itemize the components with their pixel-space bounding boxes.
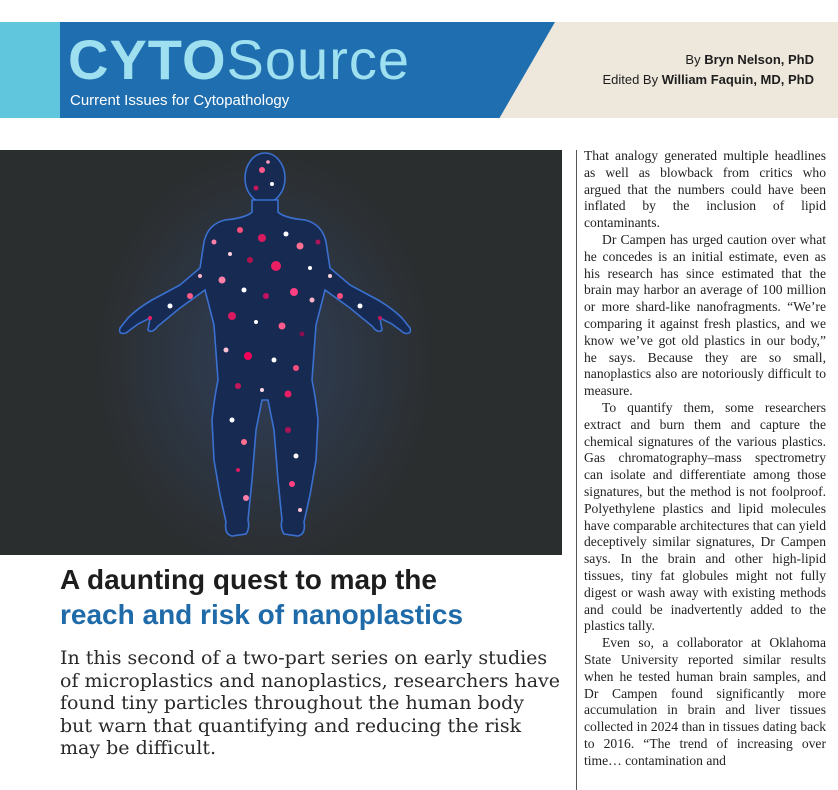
author-name: Bryn Nelson, PhD bbox=[704, 52, 814, 67]
column-paragraph-3: To quantify them, some researchers extract and burn them and capture the chemical signatures of the various plastics. Gas chromatography–mass spectrometry can isolate and differentiate among those signatures, but the method is not foolproof. Polyethylene plastics and lipid molecules have comparable architectures that can yield deceptively similar signatures, Dr Campen says. In the brain and other high-lipid tissues, tiny fat globules might not fully digest or wash away with existing methods and could be inadvertently added to the plastics tally. bbox=[584, 399, 826, 634]
column-paragraph-4: Even so, a collaborator at Oklahoma State University reported similar results when he tested human brain samples, and Dr Campen found significantly more accumulation in brain and liver tissues collected in 2024 than in tissues dating back to 2016. “The trend of increasing over time… contamination and bbox=[584, 635, 826, 768]
masthead-teal-strip bbox=[0, 22, 60, 118]
masthead-banner bbox=[0, 22, 838, 118]
article-headline bbox=[60, 562, 560, 632]
logo-light-text: Source bbox=[226, 28, 410, 91]
author-line bbox=[602, 50, 814, 70]
logo-bold-text: CYTO bbox=[68, 28, 227, 91]
editor-name: William Faquin, MD, PhD bbox=[661, 72, 814, 87]
by-prefix: By bbox=[685, 52, 705, 67]
article-deck: In this second of a two-part series on early studies of microplastics and nanoplastics, researchers have found tiny particles throughout the human body but warn that quantifying and reducing the risk may be difficult. bbox=[60, 647, 561, 759]
column-paragraph-1: That analogy generated multiple headlines as well as blowback from critics who argued that the numbers could have been inflated by the inclusion of lipid contaminants. bbox=[584, 148, 826, 231]
body-column bbox=[584, 148, 826, 769]
hero-image bbox=[0, 150, 562, 555]
column-rule bbox=[576, 150, 577, 790]
masthead-tagline: Current Issues for Cytopathology bbox=[70, 92, 290, 109]
headline-line-2: reach and risk of nanoplastics bbox=[60, 599, 464, 630]
headline-line-1: A daunting quest to map the bbox=[60, 564, 437, 595]
edited-prefix: Edited By bbox=[602, 72, 662, 87]
column-paragraph-2: Dr Campen has urged caution over what he concedes is an initial estimate, even as his research has since estimated that the brain may harbor an average of 100 million or more shard-like nanofragments. “We’re comparing it against fresh plastics, and we know we’ve got old plastics in our body,” he says. Because they are so small, nanoplastics also are notoriously difficult to measure. bbox=[584, 231, 826, 399]
human-body-icon bbox=[0, 150, 562, 555]
editor-line bbox=[602, 70, 814, 90]
byline bbox=[602, 50, 814, 90]
cytosource-logo bbox=[68, 30, 410, 90]
